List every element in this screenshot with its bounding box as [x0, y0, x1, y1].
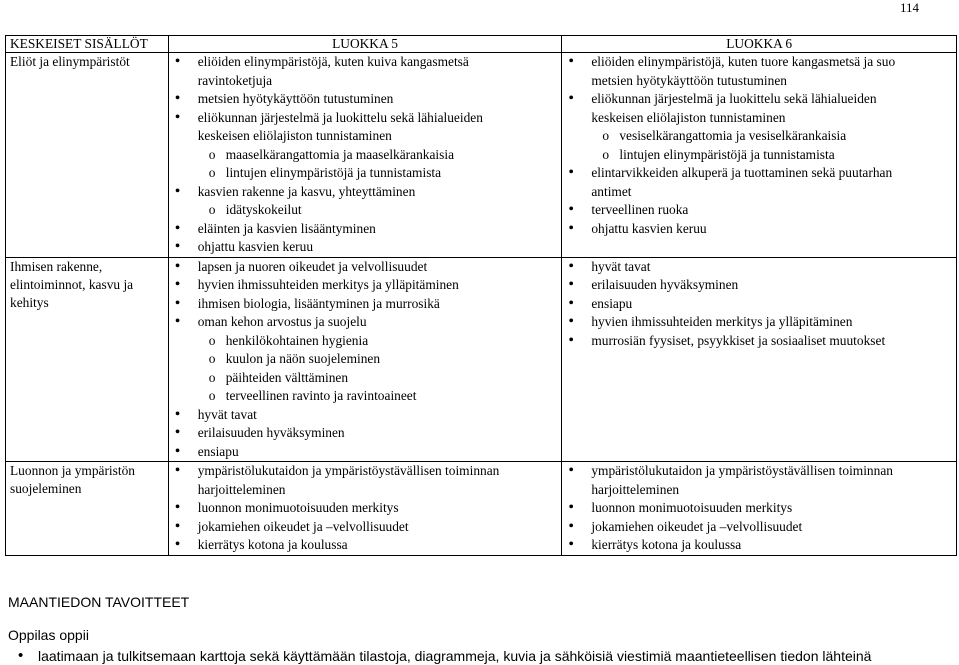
- grade6-cell: [562, 257, 957, 462]
- list-item: • hyvien ihmissuhteiden merkitys ja ylläpitäminen: [566, 313, 952, 332]
- grade5-list: [173, 258, 558, 462]
- list-item: • ympäristölukutaidon ja ympäristöystävällisen toiminnan: [173, 462, 558, 481]
- goal-list: [8, 648, 871, 664]
- header-content: KESKEISET SISÄLLÖT: [6, 36, 169, 53]
- sub-list-item: o lintujen elinympäristöjä ja tunnistamista: [173, 164, 558, 183]
- topic-cell: Eliöt ja elinympäristöt: [6, 53, 169, 258]
- grade5-cell: [168, 462, 562, 556]
- list-item: • eliöiden elinympäristöjä, kuten kuiva kangasmetsä: [173, 53, 558, 72]
- list-item: • eläinten ja kasvien lisääntyminen: [173, 220, 558, 239]
- table-row: [6, 257, 957, 462]
- list-item: • erilaisuuden hyväksyminen: [566, 276, 952, 295]
- list-item: • kasvien rakenne ja kasvu, yhteyttäminen: [173, 183, 558, 202]
- sub-list-item: o vesiselkärangattomia ja vesiselkärankaisia: [566, 127, 952, 146]
- topic-cell: Luonnon ja ympäristön suojeleminen: [6, 462, 169, 556]
- list-item: keskeisen eliölajiston tunnistaminen: [591, 109, 786, 125]
- list-item: • elintarvikkeiden alkuperä ja tuottaminen sekä puutarhan: [566, 164, 952, 183]
- grade6-list: [566, 258, 952, 351]
- list-item: • hyvät tavat: [566, 258, 952, 277]
- list-item: • terveellinen ruoka: [566, 201, 952, 220]
- list-item: metsien hyötykäyttöön tutustuminen: [591, 72, 787, 88]
- list-item: • murrosiän fyysiset, psyykkiset ja sosiaaliset muutokset: [566, 332, 952, 351]
- grade5-cell: [168, 257, 562, 462]
- list-item: • hyvien ihmissuhteiden merkitys ja ylläpitäminen: [173, 276, 558, 295]
- grade6-cell: [562, 462, 957, 556]
- page-number: 114: [899, 0, 919, 15]
- list-item: • ensiapu: [173, 443, 558, 462]
- list-item: • ensiapu: [566, 295, 952, 314]
- list-item: • kierrätys kotona ja koulussa: [173, 536, 558, 555]
- list-item: • luonnon monimuotoisuuden merkitys: [566, 499, 952, 518]
- sub-list-item: o lintujen elinympäristöjä ja tunnistamista: [566, 146, 952, 165]
- list-item: keskeisen eliölajiston tunnistaminen: [197, 128, 392, 143]
- grade5-list: [173, 462, 558, 555]
- section-title: MAANTIEDON TAVOITTEET: [8, 594, 190, 610]
- list-item: ravintoketjuja: [197, 72, 273, 88]
- list-item: harjoitteleminen: [197, 481, 286, 497]
- table-row: [6, 462, 957, 556]
- table-header-row: [6, 36, 957, 53]
- grade5-cell: [168, 53, 562, 258]
- list-item: • eliökunnan järjestelmä ja luokittelu sekä lähialueiden: [173, 109, 558, 128]
- list-item: • ohjattu kasvien keruu: [566, 220, 952, 239]
- list-item: • oman kehon arvostus ja suojelu: [173, 313, 558, 332]
- list-item: • luonnon monimuotoisuuden merkitys: [173, 499, 558, 518]
- sub-list-item: o maaselkärangattomia ja maaselkärankaisia: [173, 146, 558, 165]
- list-item: harjoitteleminen: [591, 481, 680, 497]
- grade6-list: [566, 462, 952, 555]
- topic-cell: Ihmisen rakenne, elintoiminnot, kasvu ja kehitys: [6, 257, 169, 462]
- sub-list-item: o kuulon ja näön suojeleminen: [173, 350, 558, 369]
- list-item: • jokamiehen oikeudet ja –velvollisuudet: [566, 518, 952, 537]
- sub-title: Oppilas oppii: [8, 627, 89, 643]
- list-item: • hyvät tavat: [173, 406, 558, 425]
- list-item: • eliökunnan järjestelmä ja luokittelu sekä lähialueiden: [566, 90, 952, 109]
- list-item: • kierrätys kotona ja koulussa: [566, 536, 952, 555]
- list-item: antimet: [591, 183, 632, 199]
- list-item: • ohjattu kasvien keruu: [173, 238, 558, 257]
- list-item: • ympäristölukutaidon ja ympäristöystävällisen toiminnan: [566, 462, 952, 481]
- sub-list-item: o idätyskokeilut: [173, 201, 558, 220]
- list-item: • metsien hyötykäyttöön tutustuminen: [173, 90, 558, 109]
- curriculum-table: [5, 35, 957, 556]
- list-item: • jokamiehen oikeudet ja –velvollisuudet: [173, 518, 558, 537]
- grade6-cell: [562, 53, 957, 258]
- list-item: • eliöiden elinympäristöjä, kuten tuore kangasmetsä ja suo: [566, 53, 952, 72]
- list-item: • ihmisen biologia, lisääntyminen ja murrosikä: [173, 295, 558, 314]
- goal-item: • laatimaan ja tulkitsemaan karttoja sekä käyttämään tilastoja, diagrammeja, kuvia ja sähköisiä viestimiä maantieteellisen tiedon lähteinä: [8, 648, 871, 664]
- header-grade5: LUOKKA 5: [168, 36, 562, 53]
- table-row: [6, 53, 957, 258]
- sub-list-item: o päihteiden välttäminen: [173, 369, 558, 388]
- grade6-list: [566, 53, 952, 238]
- sub-list-item: o henkilökohtainen hygienia: [173, 332, 558, 351]
- grade5-list: [173, 53, 558, 257]
- list-item: • lapsen ja nuoren oikeudet ja velvollisuudet: [173, 258, 558, 277]
- list-item: • erilaisuuden hyväksyminen: [173, 424, 558, 443]
- header-grade6: LUOKKA 6: [562, 36, 957, 53]
- sub-list-item: o terveellinen ravinto ja ravintoaineet: [173, 387, 558, 406]
